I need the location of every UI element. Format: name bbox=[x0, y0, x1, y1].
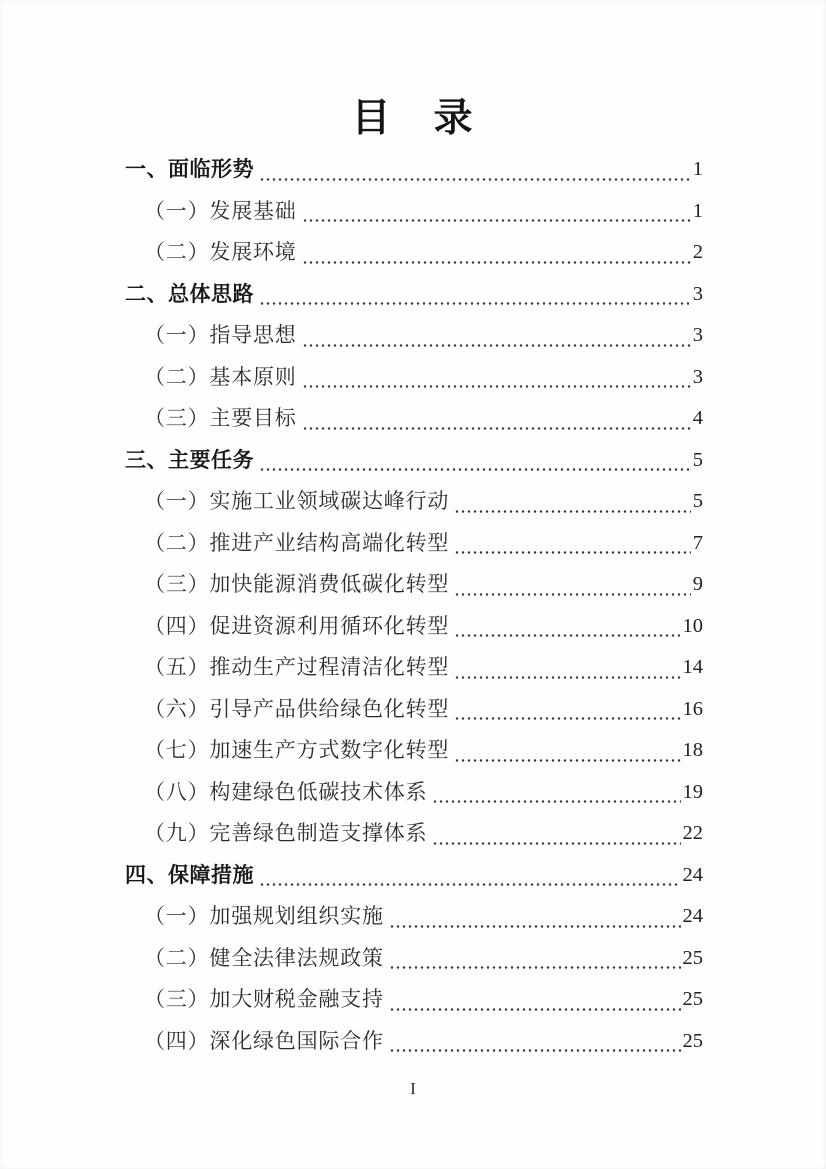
toc-entry-page-number: 25 bbox=[682, 988, 703, 1010]
toc-entry-label: （一）加强规划组织实施 bbox=[144, 904, 384, 928]
toc-entry-label: 一、面临形势 bbox=[125, 158, 254, 181]
toc-entry-row bbox=[125, 440, 703, 482]
toc-entry-page-number: 25 bbox=[682, 946, 703, 969]
toc-entry-row bbox=[125, 481, 703, 523]
toc-entry-page-number: 22 bbox=[682, 822, 703, 844]
toc-entry-page-number: 4 bbox=[692, 407, 703, 429]
toc-entry-page-number: 2 bbox=[692, 241, 703, 263]
toc-entry-page-number: 5 bbox=[692, 448, 703, 471]
toc-entry-label: （一）实施工业领域碳达峰行动 bbox=[144, 489, 450, 513]
toc-entry-page-number: 5 bbox=[692, 490, 703, 512]
dot-leader bbox=[302, 427, 691, 430]
toc-entry-page-number: 3 bbox=[692, 324, 703, 346]
toc-entry-row bbox=[125, 938, 703, 980]
dot-leader bbox=[454, 510, 691, 513]
toc-entry-row bbox=[125, 813, 703, 855]
toc-entry-row bbox=[125, 689, 703, 731]
dot-leader bbox=[302, 385, 691, 388]
toc-entry-row bbox=[125, 523, 703, 565]
toc-entry-label: （六）引导产品供给绿色化转型 bbox=[144, 696, 450, 721]
table-of-contents bbox=[125, 149, 703, 1062]
toc-entry-row bbox=[125, 1021, 703, 1063]
dot-leader bbox=[454, 676, 680, 679]
toc-entry-row bbox=[125, 772, 703, 814]
toc-entry-row bbox=[125, 979, 703, 1021]
toc-entry-label: 四、保障措施 bbox=[125, 863, 254, 887]
toc-entry-label: （三）加快能源消费低碳化转型 bbox=[144, 572, 450, 596]
toc-entry-row bbox=[125, 274, 703, 316]
toc-entry-row bbox=[125, 647, 703, 689]
dot-leader bbox=[302, 344, 691, 347]
toc-entry-row bbox=[125, 191, 703, 233]
dot-leader bbox=[302, 219, 691, 222]
toc-entry-page-number: 24 bbox=[682, 863, 703, 886]
dot-leader bbox=[454, 551, 691, 554]
toc-entry-label: 三、主要任务 bbox=[125, 448, 254, 472]
toc-entry-row bbox=[125, 357, 703, 399]
toc-entry-row bbox=[125, 564, 703, 606]
dot-leader bbox=[259, 468, 691, 471]
dot-leader bbox=[259, 178, 691, 181]
toc-entry-row bbox=[125, 855, 703, 897]
toc-entry-row bbox=[125, 398, 703, 440]
dot-leader bbox=[259, 302, 691, 305]
toc-entry-page-number: 16 bbox=[682, 697, 703, 720]
dot-leader bbox=[454, 634, 680, 637]
dot-leader bbox=[389, 966, 681, 969]
toc-entry-page-number: 24 bbox=[682, 905, 703, 927]
dot-leader bbox=[389, 1008, 681, 1011]
toc-entry-row bbox=[125, 896, 703, 938]
dot-leader bbox=[302, 261, 691, 264]
toc-entry-page-number: 25 bbox=[682, 1029, 703, 1052]
dot-leader bbox=[432, 800, 680, 803]
dot-leader bbox=[454, 593, 691, 596]
page-title: 目 录 bbox=[351, 97, 475, 140]
toc-entry-page-number: 19 bbox=[682, 780, 703, 803]
toc-entry-label: （四）促进资源利用循环化转型 bbox=[144, 613, 450, 638]
toc-entry-page-number: 3 bbox=[692, 365, 703, 388]
toc-entry-label: （五）推动生产过程清洁化转型 bbox=[144, 655, 450, 679]
toc-entry-row bbox=[125, 606, 703, 648]
dot-leader bbox=[432, 842, 680, 845]
toc-entry-page-number: 14 bbox=[682, 656, 703, 678]
dot-leader bbox=[454, 717, 680, 720]
dot-leader bbox=[259, 883, 681, 886]
toc-entry-page-number: 1 bbox=[692, 199, 703, 222]
dot-leader bbox=[389, 1049, 681, 1052]
toc-entry-label: （二）推进产业结构高端化转型 bbox=[144, 530, 450, 555]
toc-entry-label: （二）发展环境 bbox=[144, 240, 297, 264]
toc-entry-label: （二）基本原则 bbox=[144, 364, 297, 389]
toc-entry-label: （一）指导思想 bbox=[144, 323, 297, 347]
toc-entry-label: （九）完善绿色制造支撑体系 bbox=[144, 821, 428, 845]
toc-entry-row bbox=[125, 315, 703, 357]
page-number-footer: I bbox=[410, 1079, 416, 1098]
toc-entry-label: （四）深化绿色国际合作 bbox=[144, 1028, 384, 1053]
toc-entry-row bbox=[125, 232, 703, 274]
toc-entry-row bbox=[125, 149, 703, 191]
toc-entry-row bbox=[125, 730, 703, 772]
toc-entry-page-number: 18 bbox=[682, 739, 703, 761]
toc-entry-page-number: 7 bbox=[692, 531, 703, 554]
toc-entry-page-number: 1 bbox=[692, 158, 703, 180]
toc-entry-label: （三）加大财税金融支持 bbox=[144, 987, 384, 1011]
toc-entry-label: （一）发展基础 bbox=[144, 198, 297, 223]
toc-entry-label: （三）主要目标 bbox=[144, 406, 297, 430]
dot-leader bbox=[454, 759, 680, 762]
dot-leader bbox=[389, 925, 681, 928]
toc-entry-label: （八）构建绿色低碳技术体系 bbox=[144, 779, 428, 804]
toc-entry-page-number: 3 bbox=[692, 282, 703, 305]
toc-entry-page-number: 10 bbox=[682, 614, 703, 637]
toc-entry-label: 二、总体思路 bbox=[125, 282, 254, 306]
toc-entry-page-number: 9 bbox=[692, 573, 703, 595]
toc-entry-label: （七）加速生产方式数字化转型 bbox=[144, 738, 450, 762]
toc-entry-label: （二）健全法律法规政策 bbox=[144, 945, 384, 970]
